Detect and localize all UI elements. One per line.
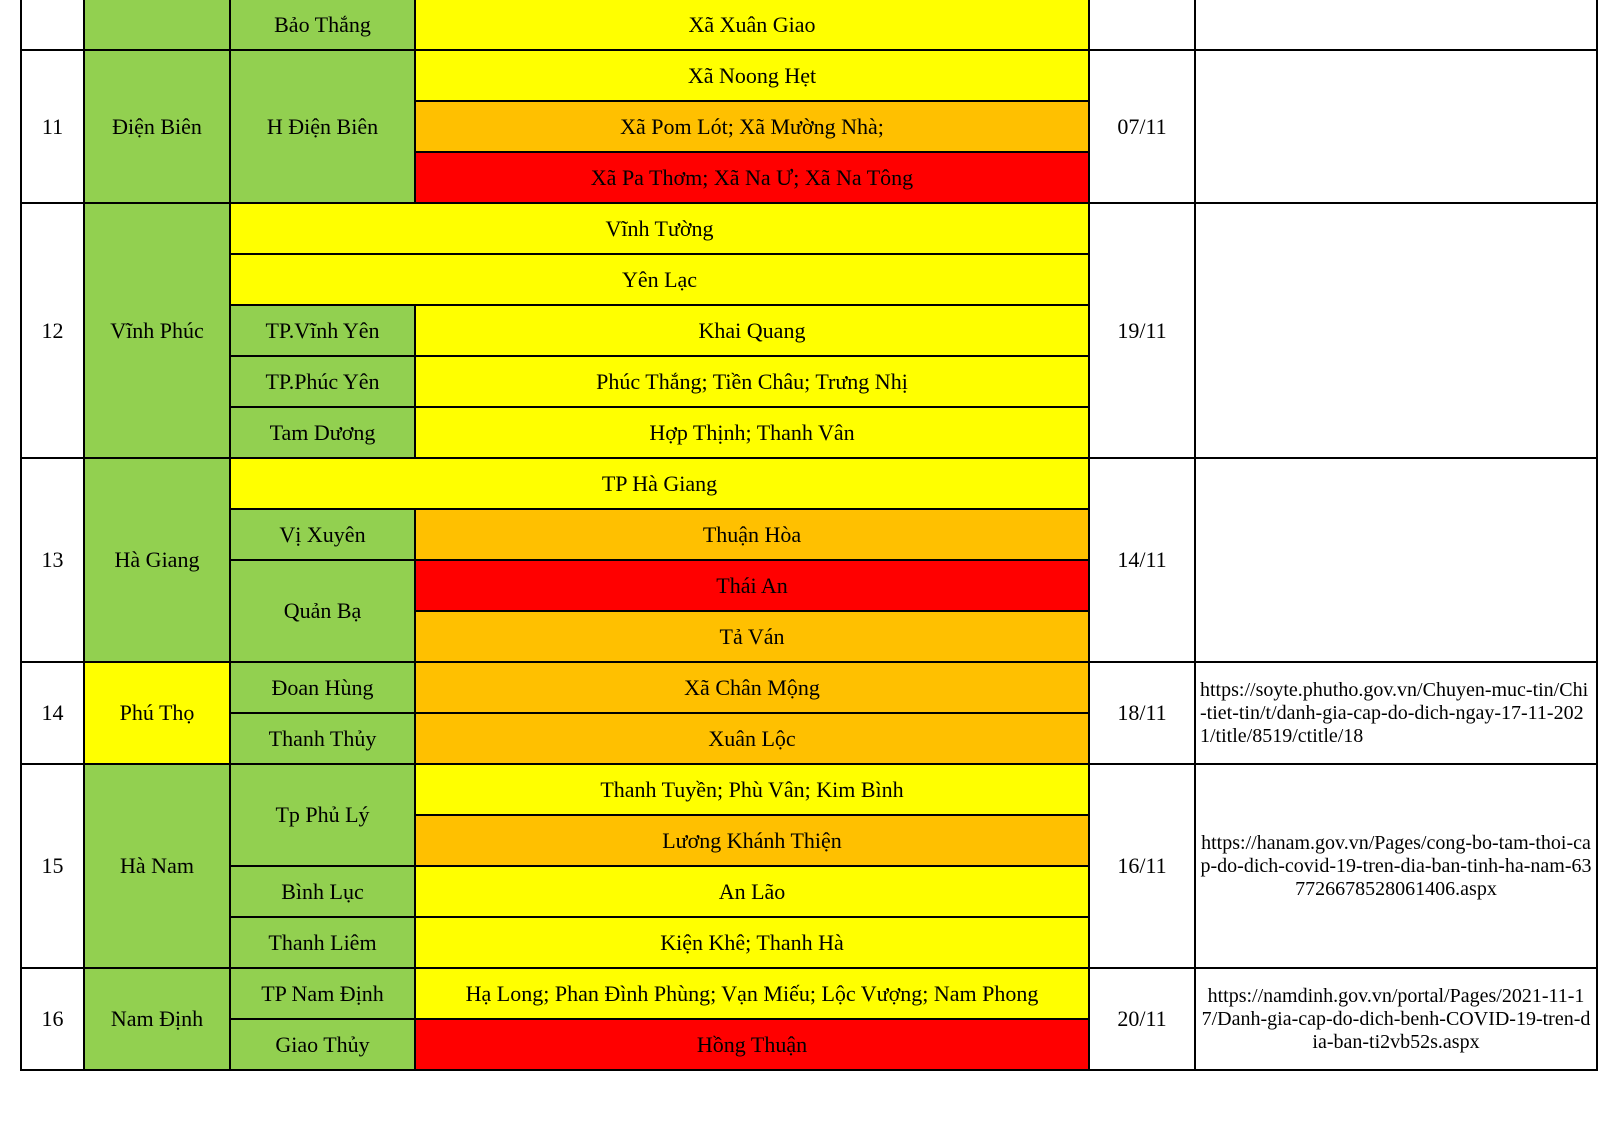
date-cell <box>1089 0 1195 50</box>
district-cell: Đoan Hùng <box>230 662 415 713</box>
source-link-cell <box>1195 458 1597 662</box>
ward-cell: Xã Chân Mộng <box>415 662 1089 713</box>
table-row <box>21 662 1597 713</box>
table-row <box>21 203 1597 254</box>
district-cell: Bảo Thắng <box>230 0 415 50</box>
ward-cell: Xã Pom Lót; Xã Mường Nhà; <box>415 101 1089 152</box>
ward-cell: Thuận Hòa <box>415 509 1089 560</box>
ward-cell: Yên Lạc <box>230 254 1089 305</box>
date-cell: 20/11 <box>1089 968 1195 1070</box>
district-cell: Bình Lục <box>230 866 415 917</box>
source-link-cell: https://hanam.gov.vn/Pages/cong-bo-tam-thoi-cap-do-dich-covid-19-tren-dia-ban-tinh-ha-nam-637726678528061406.aspx <box>1195 764 1597 968</box>
province-cell: Điện Biên <box>84 50 230 203</box>
source-link-cell: https://namdinh.gov.vn/portal/Pages/2021-11-17/Danh-gia-cap-do-dich-benh-COVID-19-tren-dia-ban-ti2vb52s.aspx <box>1195 968 1597 1070</box>
province-cell: Nam Định <box>84 968 230 1070</box>
stt-cell: 13 <box>21 458 84 662</box>
district-cell: TP Nam Định <box>230 968 415 1019</box>
ward-cell: Thanh Tuyền; Phù Vân; Kim Bình <box>415 764 1089 815</box>
province-cell: Hà Giang <box>84 458 230 662</box>
ward-cell: Hợp Thịnh; Thanh Vân <box>415 407 1089 458</box>
district-cell: Quản Bạ <box>230 560 415 662</box>
date-cell: 14/11 <box>1089 458 1195 662</box>
stt-cell <box>21 0 84 50</box>
province-cell: Phú Thọ <box>84 662 230 764</box>
table-row <box>21 968 1597 1019</box>
district-cell: H Điện Biên <box>230 50 415 203</box>
source-link-cell: https://soyte.phutho.gov.vn/Chuyen-muc-tin/Chi-tiet-tin/t/danh-gia-cap-do-dich-ngay-17-11-2021/title/8519/ctitle/18 <box>1195 662 1597 764</box>
province-cell <box>84 0 230 50</box>
table-row <box>21 50 1597 101</box>
district-cell: Tam Dương <box>230 407 415 458</box>
province-cell: Vĩnh Phúc <box>84 203 230 458</box>
ward-cell: Xã Pa Thơm; Xã Na Ư; Xã Na Tông <box>415 152 1089 203</box>
ward-cell: Phúc Thắng; Tiền Châu; Trưng Nhị <box>415 356 1089 407</box>
district-cell: TP.Phúc Yên <box>230 356 415 407</box>
ward-cell: Lương Khánh Thiện <box>415 815 1089 866</box>
stt-cell: 14 <box>21 662 84 764</box>
ward-cell: Xuân Lộc <box>415 713 1089 764</box>
stt-cell: 11 <box>21 50 84 203</box>
ward-cell: Thái An <box>415 560 1089 611</box>
stt-cell: 12 <box>21 203 84 458</box>
date-cell: 07/11 <box>1089 50 1195 203</box>
table-row <box>21 764 1597 815</box>
ward-cell: Tả Ván <box>415 611 1089 662</box>
district-cell: Tp Phủ Lý <box>230 764 415 866</box>
ward-cell: Xã Noong Hẹt <box>415 50 1089 101</box>
table-body <box>21 0 1597 1070</box>
ward-cell: Hạ Long; Phan Đình Phùng; Vạn Miếu; Lộc Vượng; Nam Phong <box>415 968 1089 1019</box>
district-cell: Thanh Liêm <box>230 917 415 968</box>
ward-cell: Hồng Thuận <box>415 1019 1089 1070</box>
ward-cell: Kiện Khê; Thanh Hà <box>415 917 1089 968</box>
district-cell: Thanh Thủy <box>230 713 415 764</box>
table-row <box>21 458 1597 509</box>
district-cell: TP.Vĩnh Yên <box>230 305 415 356</box>
district-cell: Giao Thủy <box>230 1019 415 1070</box>
ward-cell: TP Hà Giang <box>230 458 1089 509</box>
source-link-cell <box>1195 203 1597 458</box>
ward-cell: An Lão <box>415 866 1089 917</box>
date-cell: 19/11 <box>1089 203 1195 458</box>
table-row <box>21 0 1597 50</box>
stt-cell: 15 <box>21 764 84 968</box>
district-cell: Vị Xuyên <box>230 509 415 560</box>
ward-cell: Khai Quang <box>415 305 1089 356</box>
ward-cell: Xã Xuân Giao <box>415 0 1089 50</box>
date-cell: 16/11 <box>1089 764 1195 968</box>
source-link-cell <box>1195 50 1597 203</box>
source-link-cell <box>1195 0 1597 50</box>
province-cell: Hà Nam <box>84 764 230 968</box>
covid-level-table <box>20 0 1598 1071</box>
date-cell: 18/11 <box>1089 662 1195 764</box>
stt-cell: 16 <box>21 968 84 1070</box>
ward-cell: Vĩnh Tường <box>230 203 1089 254</box>
